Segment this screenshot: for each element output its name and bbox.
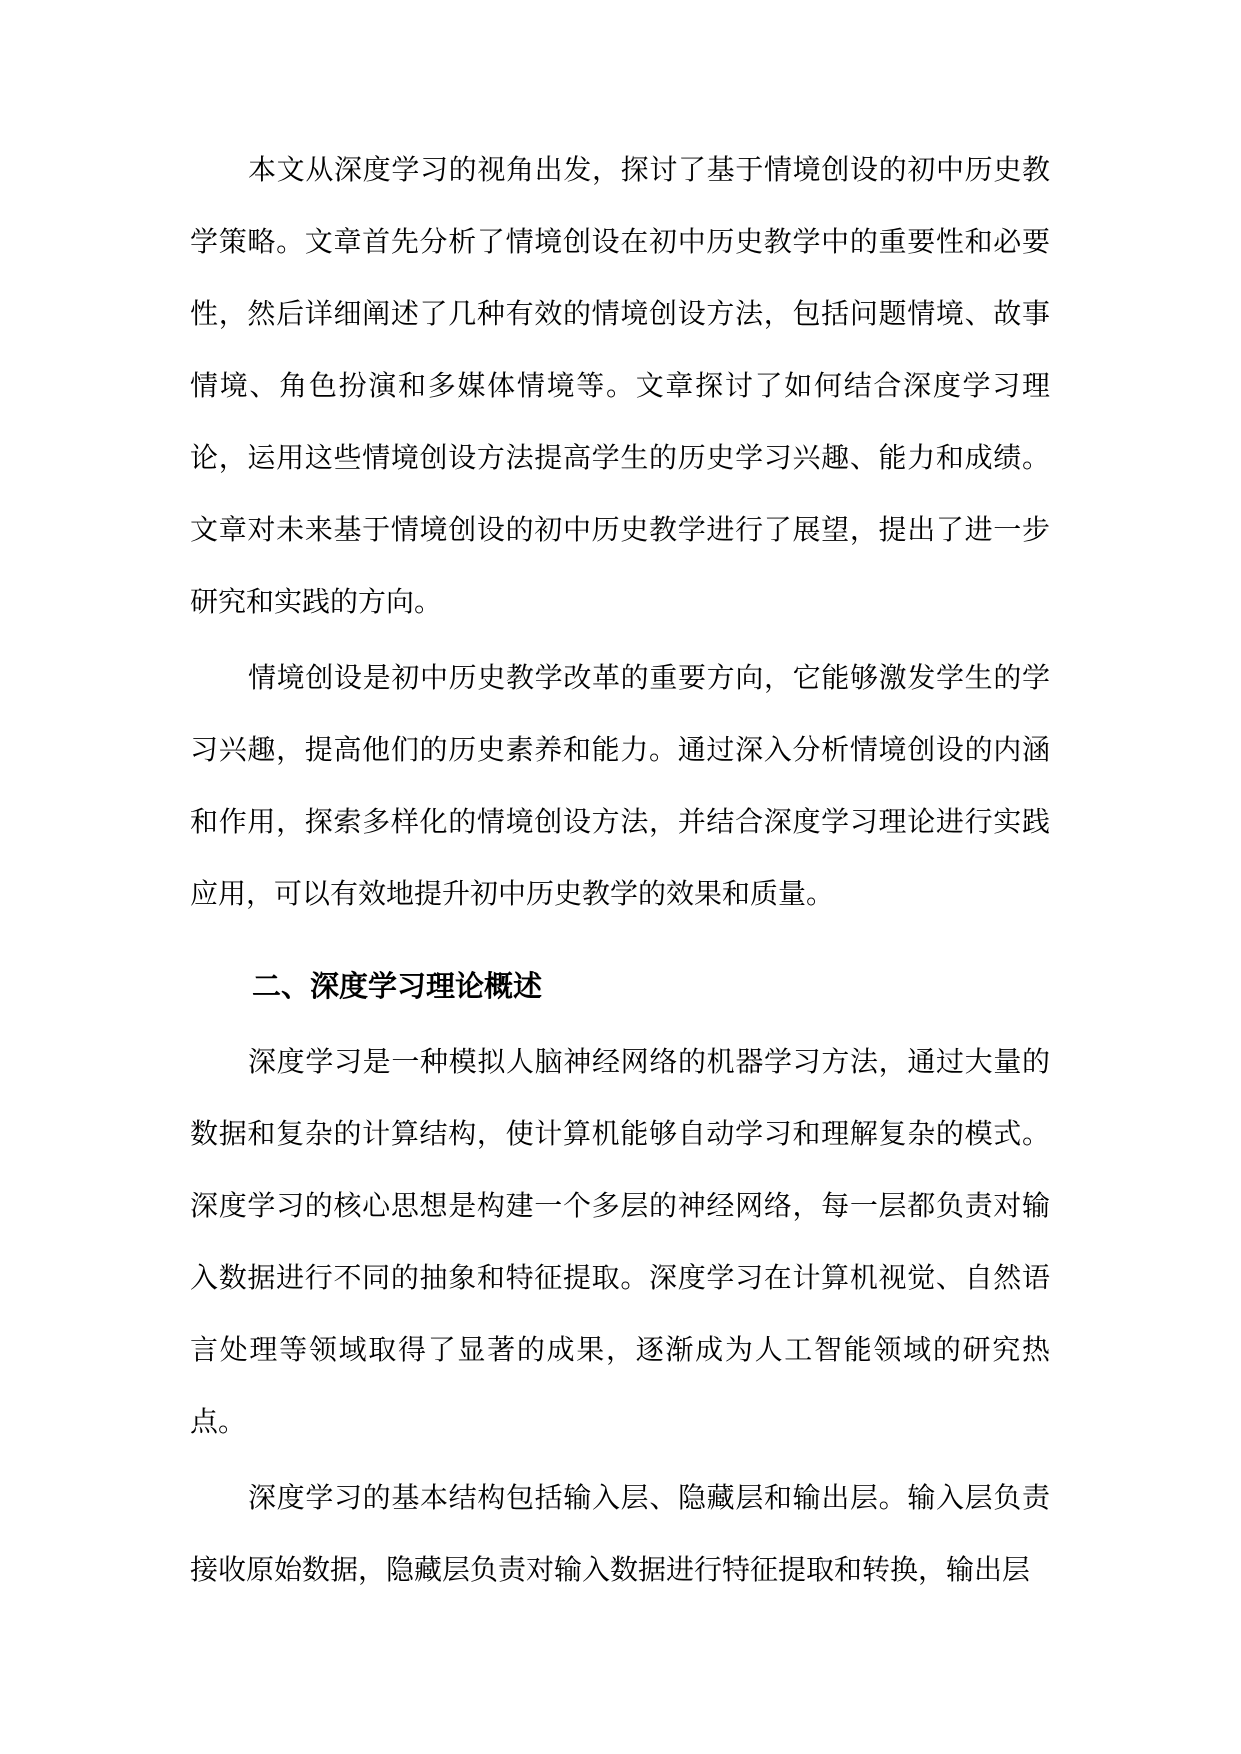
paragraph-section-2: 深度学习的基本结构包括输入层、隐藏层和输出层。输入层负责接收原始数据，隐藏层负责对输入数据进行特征提取和转换，输出层 <box>190 1481 1050 1586</box>
paragraph-intro-2: 情境创设是初中历史教学改革的重要方向，它能够激发学生的学习兴趣，提高他们的历史素养和能力。通过深入分析情境创设的内涵和作用，探索多样化的情境创设方法，并结合深度学习理论进行实践应用，可以有效地提升初中历史教学的效果和质量。 <box>190 661 1050 910</box>
section-heading: 二、深度学习理论概述 <box>252 969 543 1003</box>
document-page <box>190 134 1050 1610</box>
paragraph-section-1: 深度学习是一种模拟人脑神经网络的机器学习方法，通过大量的数据和复杂的计算结构，使计算机能够自动学习和理解复杂的模式。深度学习的核心思想是构建一个多层的神经网络，每一层都负责对输入数据进行不同的抽象和特征提取。深度学习在计算机视觉、自然语言处理等领域取得了显著的成果，逐渐成为人工智能领域的研究热点。 <box>190 1045 1050 1438</box>
paragraph-intro-1: 本文从深度学习的视角出发，探讨了基于情境创设的初中历史教学策略。文章首先分析了情境创设在初中历史教学中的重要性和必要性，然后详细阐述了几种有效的情境创设方法，包括问题情境、故事情境、角色扮演和多媒体情境等。文章探讨了如何结合深度学习理论，运用这些情境创设方法提高学生的历史学习兴趣、能力和成绩。文章对未来基于情境创设的初中历史教学进行了展望，提出了进一步研究和实践的方向。 <box>190 153 1050 618</box>
